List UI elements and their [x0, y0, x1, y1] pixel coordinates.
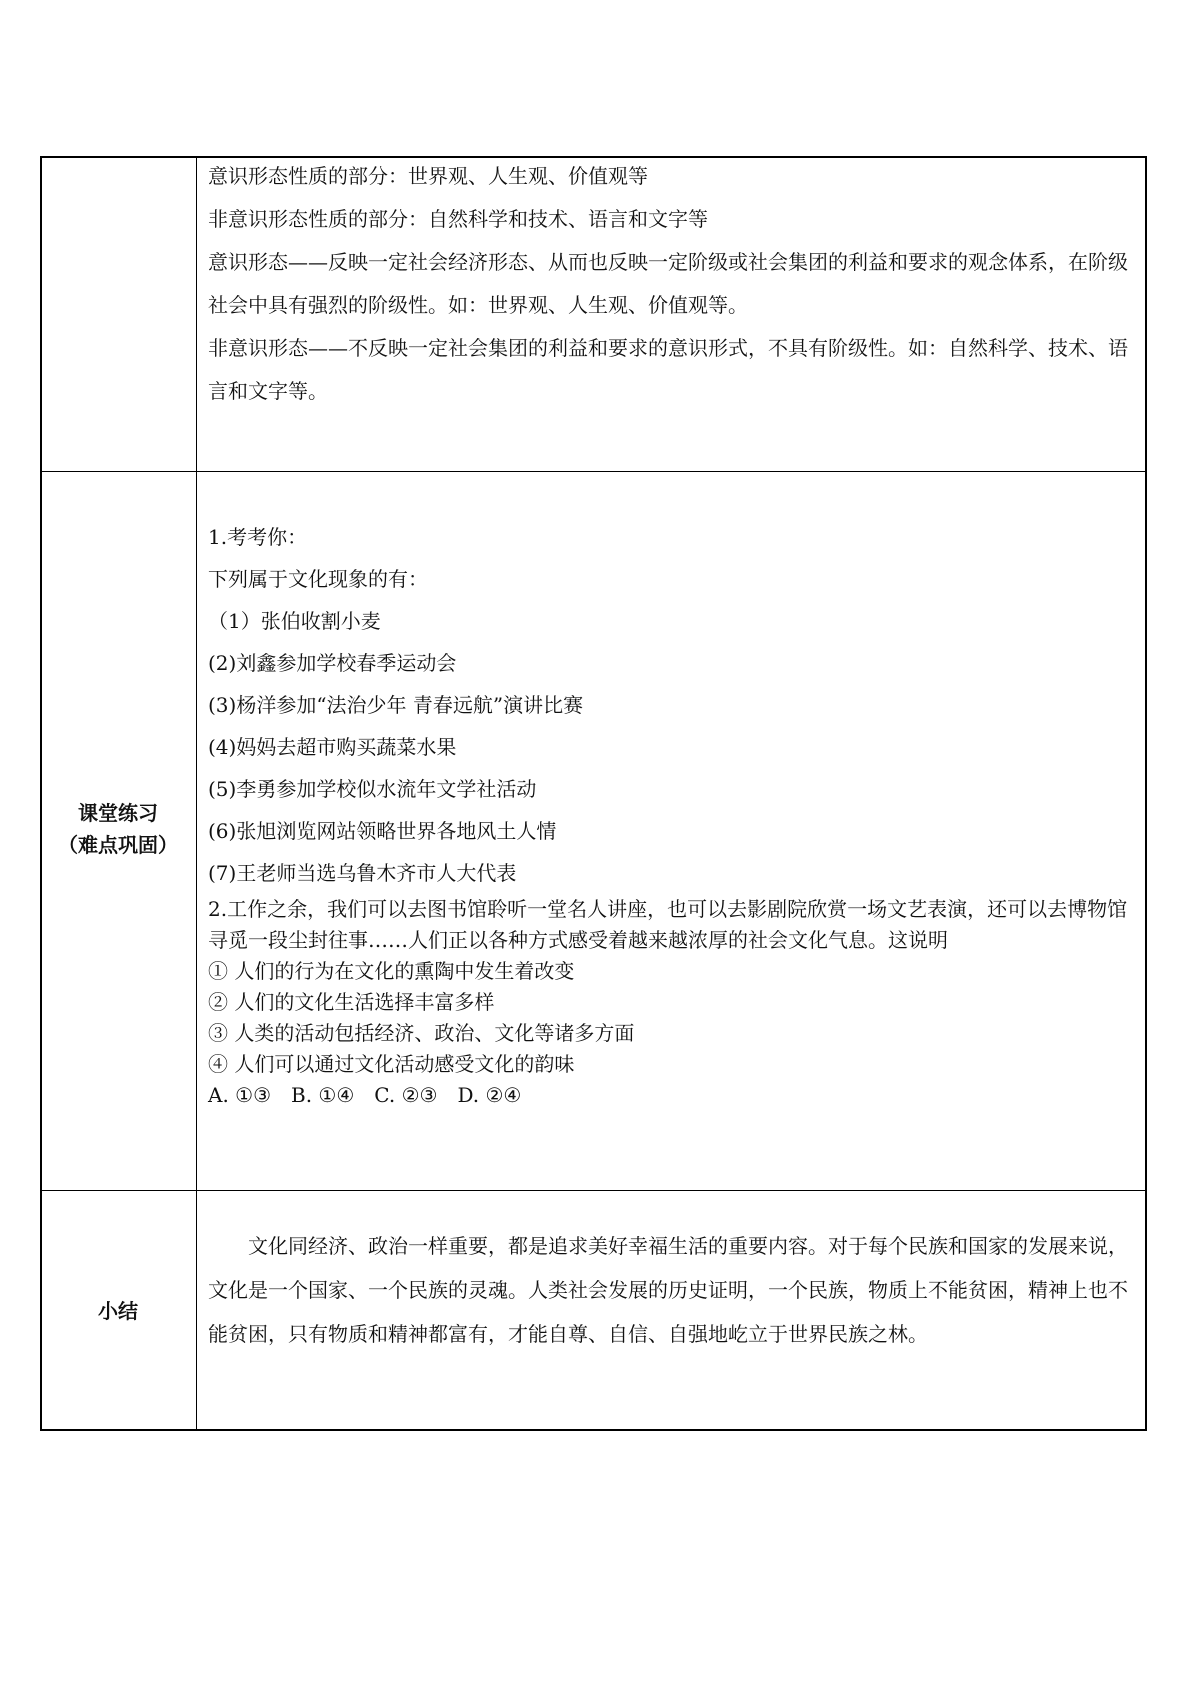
question2-answers: A. ①③ B. ①④ C. ②③ D. ②④ [208, 1083, 522, 1107]
row-divider-1 [40, 471, 1147, 472]
row-divider-2 [40, 1190, 1147, 1191]
question2-option: ④ 人们可以通过文化活动感受文化的韵味 [208, 1052, 575, 1076]
question2-option: ③ 人类的活动包括经济、政治、文化等诸多方面 [208, 1021, 635, 1045]
question1-prompt: 下列属于文化现象的有： [208, 567, 428, 591]
ideology-line-3: 意识形态——反映一定社会经济形态、从而也反映一定阶级或社会集团的利益和要求的观念体系，在阶级社会中具有强烈的阶级性。如：世界观、人生观、价值观等。 [208, 250, 1128, 317]
summary-label [40, 1295, 196, 1327]
question2-option: ② 人们的文化生活选择丰富多样 [208, 990, 495, 1014]
question1-item: (7)王老师当选乌鲁木齐市人大代表 [208, 861, 517, 885]
question1-item: (5)李勇参加学校似水流年文学社活动 [208, 777, 537, 801]
question2-stem: 2.工作之余，我们可以去图书馆聆听一堂名人讲座，也可以去影剧院欣赏一场文艺表演，还可以去博物馆寻觅一段尘封往事……人们正以各种方式感受着越来越浓厚的社会文化气息。这说明 [208, 897, 1128, 952]
question1-item: (6)张旭浏览网站领略世界各地风土人情 [208, 819, 557, 843]
practice-label [40, 797, 196, 861]
question2-option: ① 人们的行为在文化的熏陶中发生着改变 [208, 959, 575, 983]
ideology-line-1: 意识形态性质的部分：世界观、人生观、价值观等 [208, 164, 648, 188]
ideology-line-2: 非意识形态性质的部分：自然科学和技术、语言和文字等 [208, 207, 708, 231]
column-divider [196, 156, 197, 1431]
practice-label-line2: （难点巩固） [58, 833, 178, 857]
question1-item: (4)妈妈去超市购买蔬菜水果 [208, 735, 457, 759]
practice-content [208, 516, 1144, 1111]
summary-content [208, 1224, 1144, 1356]
summary-text: 文化同经济、政治一样重要，都是追求美好幸福生活的重要内容。对于每个民族和国家的发展来说，文化是一个国家、一个民族的灵魂。人类社会发展的历史证明，一个民族，物质上不能贫困，精神上也不能贫困，只有物质和精神都富有，才能自尊、自信、自强地屹立于世界民族之林。 [208, 1234, 1128, 1346]
question1-item: (3)杨洋参加“法治少年 青春远航”演讲比赛 [208, 693, 584, 717]
question1-item: (2)刘鑫参加学校春季运动会 [208, 651, 457, 675]
ideology-line-4: 非意识形态——不反映一定社会集团的利益和要求的意识形式，不具有阶级性。如：自然科学、技术、语言和文字等。 [208, 336, 1128, 403]
summary-label-text: 小结 [98, 1299, 138, 1323]
question1-item: （1）张伯收割小麦 [208, 609, 381, 633]
question2 [208, 894, 1144, 1111]
ideology-content [208, 155, 1144, 413]
question1-title: 1.考考你： [208, 525, 308, 549]
practice-label-line1: 课堂练习 [78, 801, 158, 825]
